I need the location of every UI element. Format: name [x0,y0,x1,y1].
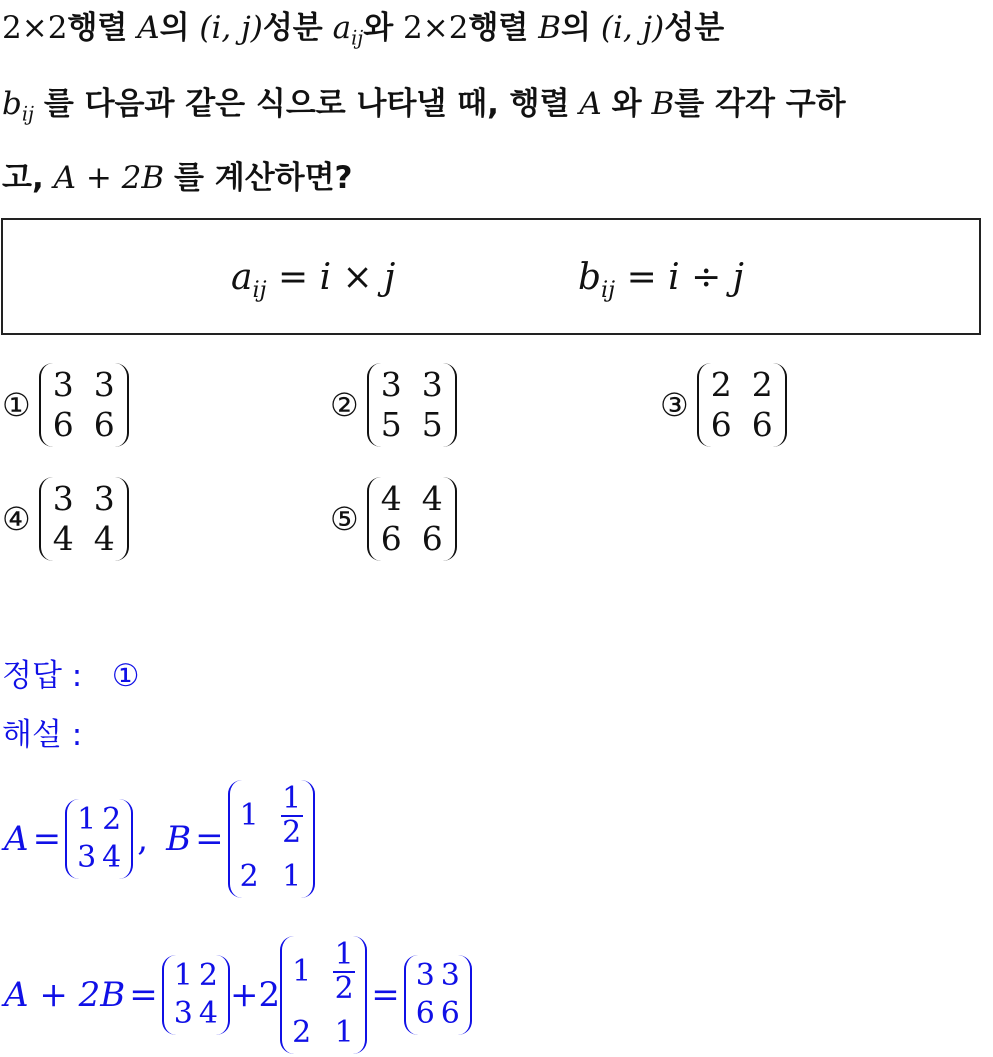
math-rhs: = i ÷ j [626,257,744,298]
math-expression: A + 2B [53,160,165,196]
matrix-cell: 4 [421,479,443,518]
math-coefficient: 2 [258,975,281,1015]
solution-matrix-A [65,802,133,876]
matrix-cell: 1 [282,859,302,894]
fraction-denominator: 2 [334,971,354,1006]
solution-matrix-B [228,783,315,895]
matrix-cell: 2 [198,958,218,993]
option-matrix [39,480,129,558]
solution-line-2 [4,936,472,1054]
option-5[interactable] [330,480,457,558]
math-A: A [137,10,160,46]
math-equals: = [371,975,400,1015]
math-dim: 2 [448,10,469,46]
matrix-cell: 4 [93,519,115,558]
question-text: 행렬 [468,10,529,46]
matrix-cell: 1 [239,798,259,833]
option-4[interactable] [2,480,129,558]
matrix-cell: 5 [421,405,443,444]
math-B: B [166,819,192,859]
math-subscript: ij [351,26,364,50]
math-times: × [21,10,48,46]
question-text: 의 [561,10,591,46]
math-dim: 2 [403,10,423,46]
question-text: 성분 [262,10,323,46]
condition-box [1,218,981,335]
question-text: 의 [159,10,190,46]
math-subscript: ij [252,276,267,303]
option-matrix [367,366,457,444]
matrix-cell: 4 [52,519,74,558]
matrix-cell: 2 [239,859,259,894]
matrix-cell: 6 [421,519,443,558]
solution-line-1 [4,780,315,898]
matrix-cell: 3 [93,479,115,518]
question-text: 성분 [664,10,725,46]
question-line-1 [2,8,724,59]
matrix-cell: 6 [415,996,435,1031]
math-ij: (i, j) [199,10,263,46]
matrix-cell: 4 [380,479,402,518]
option-matrix [697,366,787,444]
solution-matrix-result [404,958,472,1032]
option-marker: ① [2,386,31,424]
matrix-cell: 1 [173,958,193,993]
math-dim: 2 [2,10,22,46]
math-B: B [538,10,562,46]
question-line-2 [2,84,846,135]
explanation-label-line [2,715,82,755]
question-text: 와 [363,10,394,46]
math-subscript: ij [21,102,34,126]
math-comma: , [137,819,149,859]
matrix-cell: 2 [751,365,773,404]
question-line-3 [2,158,353,198]
math-A: A [4,819,29,859]
math-a: a [231,257,253,298]
matrix-cell: 3 [52,479,74,518]
matrix-cell: 6 [710,405,732,444]
option-marker: ⑤ [330,500,359,538]
matrix-cell: 5 [380,405,402,444]
matrix-cell: 3 [173,996,193,1031]
matrix-cell: 4 [198,996,218,1031]
matrix-cell: 2 [292,1015,312,1050]
matrix-cell: 6 [751,405,773,444]
solution-matrix-A [162,958,230,1032]
math-equals: = [129,975,158,1015]
matrix-cell: 6 [380,519,402,558]
option-1[interactable] [2,366,129,444]
option-matrix [367,480,457,558]
question-text: 행렬 [67,10,128,46]
math-equals: = [32,819,62,859]
fraction-numerator: 1 [282,781,302,816]
matrix-cell: 3 [440,958,460,993]
matrix-cell: 2 [710,365,732,404]
question-text: 를 각각 구하 [674,86,846,122]
option-marker: ④ [2,500,31,538]
matrix-cell: 6 [93,405,115,444]
math-times: × [422,10,449,46]
math-B: B [651,86,675,122]
explanation-label: 해설 : [2,717,83,753]
matrix-cell: 1 [77,802,97,837]
question-text: 고, [2,160,44,196]
math-a: a [332,10,352,46]
matrix-cell: 6 [52,405,74,444]
matrix-cell: 3 [52,365,74,404]
matrix-cell: 2 [102,802,122,837]
question-text: 를 다음과 같은 식으로 나타낼 때, 행렬 [43,86,570,122]
matrix-fraction [333,939,355,1005]
answer-label: 정답 : [2,658,83,694]
matrix-cell: 3 [380,365,402,404]
math-ij: (i, j) [600,10,665,46]
math-equals: = [195,819,224,859]
fraction-denominator: 2 [282,815,302,850]
math-A: A [579,86,602,122]
option-marker: ③ [660,386,689,424]
answer-value: ① [111,658,140,694]
matrix-cell: 1 [334,1015,354,1050]
math-subscript: ij [601,276,616,303]
matrix-cell: 3 [93,365,115,404]
question-text: 를 계산하면? [174,160,353,196]
question-text: 와 [611,86,642,122]
math-b: b [2,86,22,122]
option-2[interactable] [330,366,457,444]
condition-b-formula [578,256,744,312]
math-plus: + [229,975,259,1015]
answer-line [2,656,140,696]
matrix-cell: 3 [415,958,435,993]
math-rhs: = i × j [277,257,396,298]
option-3[interactable] [660,366,787,444]
option-marker: ② [330,386,359,424]
solution-matrix-B [280,939,367,1051]
matrix-cell: 4 [102,840,122,875]
condition-a-formula [231,256,395,312]
matrix-cell: 3 [77,840,97,875]
math-dim: 2 [47,10,68,46]
option-matrix [39,366,129,444]
matrix-cell: 1 [292,954,312,989]
math-b: b [578,257,602,298]
math-expression: A + 2B [4,975,126,1015]
fraction-numerator: 1 [334,937,354,972]
matrix-cell: 3 [421,365,443,404]
matrix-cell: 6 [440,996,460,1031]
matrix-fraction [281,783,303,849]
